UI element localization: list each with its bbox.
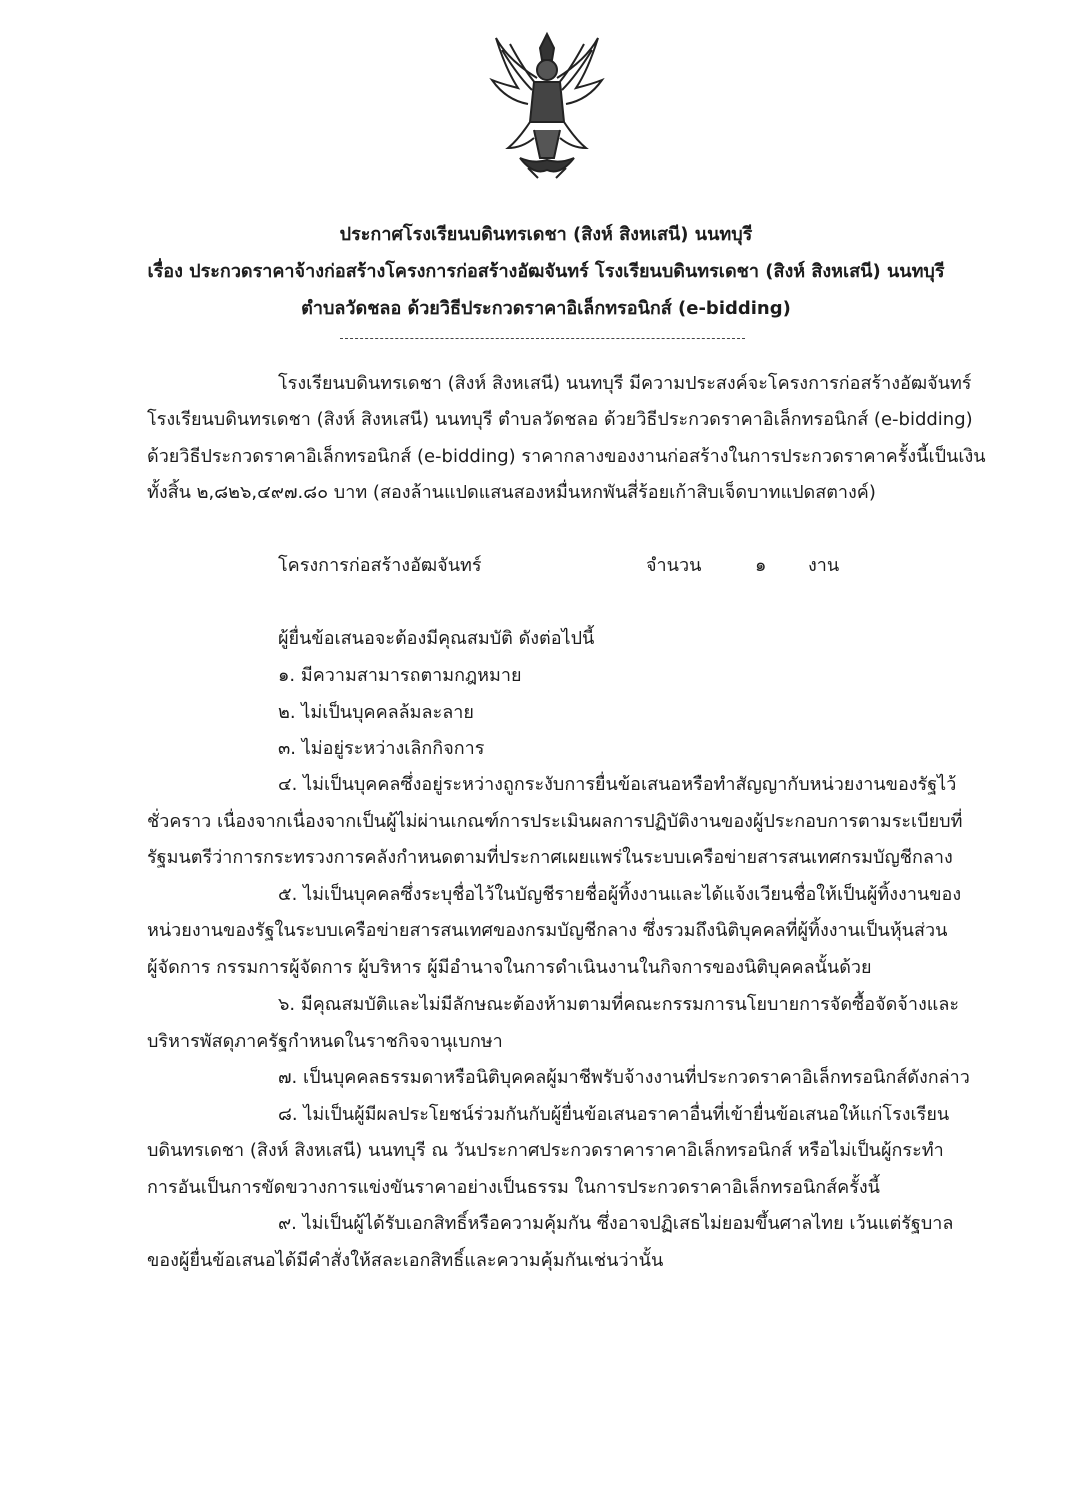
- qualification-line: ผู้จัดการ กรรมการผู้จัดการ ผู้บริหาร ผู้มีอำนาจในการดำเนินงานในกิจการของนิติบุคคลนั้นด้วย: [147, 957, 872, 978]
- qualification-line: ชั่วคราว เนื่องจากเนื่องจากเป็นผู้ไม่ผ่านเกณฑ์การประเมินผลการปฏิบัติงานของผู้ประกอบการตามระเบียบที่: [147, 811, 963, 832]
- intro-line: ทั้งสิ้น ๒,๘๒๖,๔๙๗.๘๐ บาท (สองล้านแปดแสนสองหมื่นหกพันสี่ร้อยเก้าสิบเจ็ดบาทแปดสตางค์): [147, 482, 876, 503]
- garuda-emblem-icon: [488, 30, 606, 180]
- announcement-subject: เรื่อง ประกวดราคาจ้างก่อสร้างโครงการก่อสร้างอัฒจันทร์ โรงเรียนบดินทรเดชา (สิงห์ สิงหเสนี) นนทบุรี: [147, 261, 945, 282]
- qualification-line: รัฐมนตรีว่าการกระทรวงการคลังกำหนดตามที่ประกาศเผยแพร่ในระบบเครือข่ายสารสนเทศกรมบัญชีกลาง: [147, 847, 953, 868]
- intro-line: ด้วยวิธีประกวดราคาอิเล็กทรอนิกส์ (e-bidding) ราคากลางของงานก่อสร้างในการประกวดราคาครั้งนี้เป็นเงิน: [147, 446, 986, 467]
- qualification-line: ๓. ไม่อยู่ระหว่างเลิกกิจการ: [278, 738, 485, 759]
- announcement-subject-cont: ตำบลวัดชลอ ด้วยวิธีประกวดราคาอิเล็กทรอนิกส์ (e-bidding): [301, 298, 791, 319]
- qualification-line: การอันเป็นการขัดขวางการแข่งขันราคาอย่างเป็นธรรม ในการประกวดราคาอิเล็กทรอนิกส์ครั้งนี้: [147, 1177, 880, 1198]
- qualification-line: บริหารพัสดุภาครัฐกำหนดในราชกิจจานุเบกษา: [147, 1031, 503, 1052]
- intro-line: โรงเรียนบดินทรเดชา (สิงห์ สิงหเสนี) นนทบุรี มีความประสงค์จะโครงการก่อสร้างอัฒจันทร์: [278, 373, 972, 394]
- qualification-line: หน่วยงานของรัฐในระบบเครือข่ายสารสนเทศของกรมบัญชีกลาง ซึ่งรวมถึงนิติบุคคลที่ผู้ทิ้งงานเป็นหุ้นส่วน: [147, 920, 948, 941]
- qualification-line: บดินทรเดชา (สิงห์ สิงหเสนี) นนทบุรี ณ วันประกาศประกวดราคาราคาอิเล็กทรอนิกส์ หรือไม่เป็นผู้กระทำ: [147, 1140, 944, 1161]
- qualification-line: ๗. เป็นบุคคลธรรมดาหรือนิติบุคคลผู้มาชีพรับจ้างงานที่ประกวดราคาอิเล็กทรอนิกส์ดังกล่าว: [278, 1067, 970, 1088]
- qualification-line: ของผู้ยื่นข้อเสนอได้มีคำสั่งให้สละเอกสิทธิ์และความคุ้มกันเช่นว่านั้น: [147, 1250, 664, 1271]
- project-unit: งาน: [808, 555, 840, 576]
- project-qty-label: จำนวน: [646, 555, 702, 576]
- qualifications-heading: ผู้ยื่นข้อเสนอจะต้องมีคุณสมบัติ ดังต่อไปนี้: [278, 628, 595, 649]
- qualification-line: ๙. ไม่เป็นผู้ได้รับเอกสิทธิ์หรือความคุ้มกัน ซึ่งอาจปฏิเสธไม่ยอมขึ้นศาลไทย เว้นแต่รัฐบาล: [278, 1213, 954, 1234]
- qualification-line: ๘. ไม่เป็นผู้มีผลประโยชน์ร่วมกันกับผู้ยื่นข้อเสนอราคาอื่นที่เข้ายื่นข้อเสนอให้แก่โรงเรียน: [278, 1104, 950, 1125]
- project-name: โครงการก่อสร้างอัฒจันทร์: [278, 555, 482, 576]
- qualification-line: ๕. ไม่เป็นบุคคลซึ่งระบุชื่อไว้ในบัญชีรายชื่อผู้ทิ้งงานและได้แจ้งเวียนชื่อให้เป็นผู้ทิ้งงานของ: [278, 884, 962, 905]
- heading-divider: [340, 338, 745, 339]
- intro-line: โรงเรียนบดินทรเดชา (สิงห์ สิงหเสนี) นนทบุรี ตำบลวัดชลอ ด้วยวิธีประกวดราคาอิเล็กทรอนิกส์ (e-bidding): [147, 409, 973, 430]
- project-qty: ๑: [755, 555, 767, 576]
- qualification-line: ๑. มีความสามารถตามกฎหมาย: [278, 665, 522, 686]
- qualification-line: ๔. ไม่เป็นบุคคลซึ่งอยู่ระหว่างถูกระงับการยื่นข้อเสนอหรือทำสัญญากับหน่วยงานของรัฐไว้: [278, 774, 957, 795]
- qualification-line: ๖. มีคุณสมบัติและไม่มีลักษณะต้องห้ามตามที่คณะกรรมการนโยบายการจัดซื้อจัดจ้างและ: [278, 994, 960, 1015]
- qualification-line: ๒. ไม่เป็นบุคคลล้มละลาย: [278, 702, 474, 723]
- announcement-title: ประกาศโรงเรียนบดินทรเดชา (สิงห์ สิงหเสนี) นนทบุรี: [339, 224, 753, 245]
